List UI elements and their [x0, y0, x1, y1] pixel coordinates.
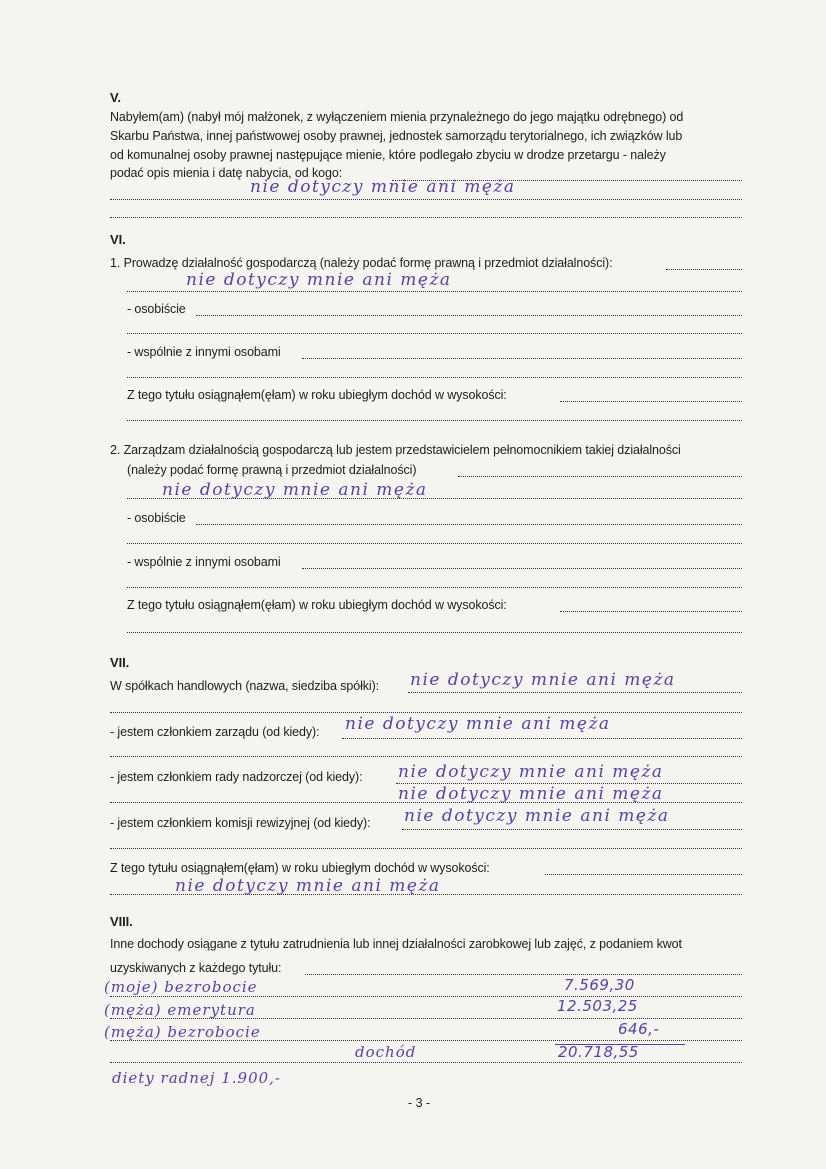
label-personally: - osobiście — [127, 302, 186, 316]
label-income: Z tego tytułu osiągnąłem(ęłam) w roku ubiegłym dochód w wysokości: — [127, 598, 507, 612]
dotted-line — [342, 738, 742, 739]
section-v-text-line1: Nabyłem(am) (nabył mój małżonek, z wyłączeniem mienia przynależnego do jego majątku odrębnego) od — [110, 110, 684, 124]
dotted-line — [110, 996, 742, 997]
section-viii-text-line1: Inne dochody osiągane z tytułu zatrudnienia lub innej działalności zarobkowej lub zajęć, z podaniem kwot — [110, 937, 682, 951]
dotted-line — [110, 217, 742, 218]
dotted-line — [127, 291, 742, 292]
handwritten-answer: nie dotyczy mnie ani męża — [345, 714, 611, 734]
label-audit-committee: - jestem członkiem komisji rewizyjnej (od kiedy): — [110, 816, 371, 830]
handwritten-answer: nie dotyczy mnie ani męża — [162, 480, 428, 500]
label-personally: - osobiście — [127, 511, 186, 525]
handwritten-answer: nie dotyczy mnie ani męża — [398, 784, 664, 804]
label-board: - jestem członkiem zarządu (od kiedy): — [110, 725, 320, 739]
income-row-amount: 7.569,30 — [564, 976, 635, 994]
handwritten-extra-income: diety radnej 1.900,- — [112, 1069, 281, 1087]
section-viii-text-line2: uzyskiwanych z każdego tytułu: — [110, 961, 282, 975]
total-label: dochód — [355, 1043, 417, 1061]
label-income: Z tego tytułu osiągnąłem(ęłam) w roku ubiegłym dochód w wysokości: — [127, 388, 507, 402]
dotted-line — [127, 587, 742, 588]
section-vi-p1: 1. Prowadzę działalność gospodarczą (należy podać formę prawną i przedmiot działalności): — [110, 256, 613, 270]
dotted-line — [396, 783, 742, 784]
dotted-line — [402, 829, 742, 830]
total-amount: 20.718,55 — [558, 1043, 639, 1061]
handwritten-answer: nie dotyczy mnie ani męża — [410, 670, 676, 690]
income-row-label: (męża) bezrobocie — [104, 1023, 261, 1041]
section-v-title: V. — [110, 90, 121, 105]
dotted-line — [110, 802, 742, 803]
label-jointly: - wspólnie z innymi osobami — [127, 555, 281, 569]
section-v-text-line3: od komunalnej osoby prawnej następujące mienie, które podlegało zbyciu w drodze przetargu - należy — [110, 148, 666, 162]
section-vi-title: VI. — [110, 232, 126, 247]
dotted-line — [127, 632, 742, 633]
dotted-line — [545, 874, 742, 875]
dotted-line — [110, 712, 742, 713]
income-row-amount: 12.503,25 — [557, 997, 638, 1015]
dotted-line — [110, 756, 742, 757]
dotted-line — [560, 401, 742, 402]
dotted-line — [127, 543, 742, 544]
section-v-text-line2: Skarbu Państwa, innej państwowej osoby prawnej, jednostek samorządu terytorialnego, ich związków lub — [110, 129, 683, 143]
label-companies: W spółkach handlowych (nazwa, siedziba spółki): — [110, 679, 380, 693]
dotted-line — [560, 611, 742, 612]
dotted-line — [196, 315, 742, 316]
handwritten-answer: nie dotyczy mnie ani męża — [404, 806, 670, 826]
dotted-line — [110, 894, 742, 895]
dotted-line — [666, 269, 742, 270]
income-row-amount: 646,- — [618, 1020, 660, 1038]
dotted-line — [110, 848, 742, 849]
handwritten-answer: nie dotyczy mnie ani męża — [175, 876, 441, 896]
dotted-line — [127, 420, 742, 421]
section-vi-p2-line1: 2. Zarządzam działalnością gospodarczą lub jestem przedstawicielem pełnomocnikiem takiej działalności — [110, 443, 681, 457]
page-number: - 3 - — [408, 1096, 431, 1110]
income-row-label: (męża) emerytura — [104, 1001, 256, 1019]
handwritten-answer: nie dotyczy mnie ani męża — [186, 270, 452, 290]
label-income: Z tego tytułu osiągnąłem(ęłam) w roku ubiegłym dochód w wysokości: — [110, 861, 490, 875]
dotted-line — [196, 524, 742, 525]
dotted-line — [302, 358, 742, 359]
section-vi-p2-line2: (należy podać formę prawną i przedmiot działalności) — [127, 463, 417, 477]
dotted-line — [110, 199, 742, 200]
dotted-line — [305, 974, 742, 975]
label-supervisory-board: - jestem członkiem rady nadzorczej (od kiedy): — [110, 770, 363, 784]
dotted-line — [408, 692, 742, 693]
section-vii-title: VII. — [110, 655, 130, 670]
label-jointly: - wspólnie z innymi osobami — [127, 345, 281, 359]
section-v-text-line4: podać opis mienia i datę nabycia, od kogo: — [110, 166, 343, 180]
dotted-line — [127, 377, 742, 378]
income-row-label: (moje) bezrobocie — [104, 978, 258, 996]
section-viii-title: VIII. — [110, 914, 133, 929]
handwritten-answer: nie dotyczy mnie ani męża — [398, 762, 664, 782]
handwritten-answer: nie dotyczy mnie ani męża — [250, 177, 516, 197]
dotted-line — [127, 498, 742, 499]
dotted-line — [458, 476, 742, 477]
dotted-line — [110, 1040, 742, 1041]
dotted-line — [302, 568, 742, 569]
dotted-line — [110, 1062, 742, 1063]
dotted-line — [127, 333, 742, 334]
